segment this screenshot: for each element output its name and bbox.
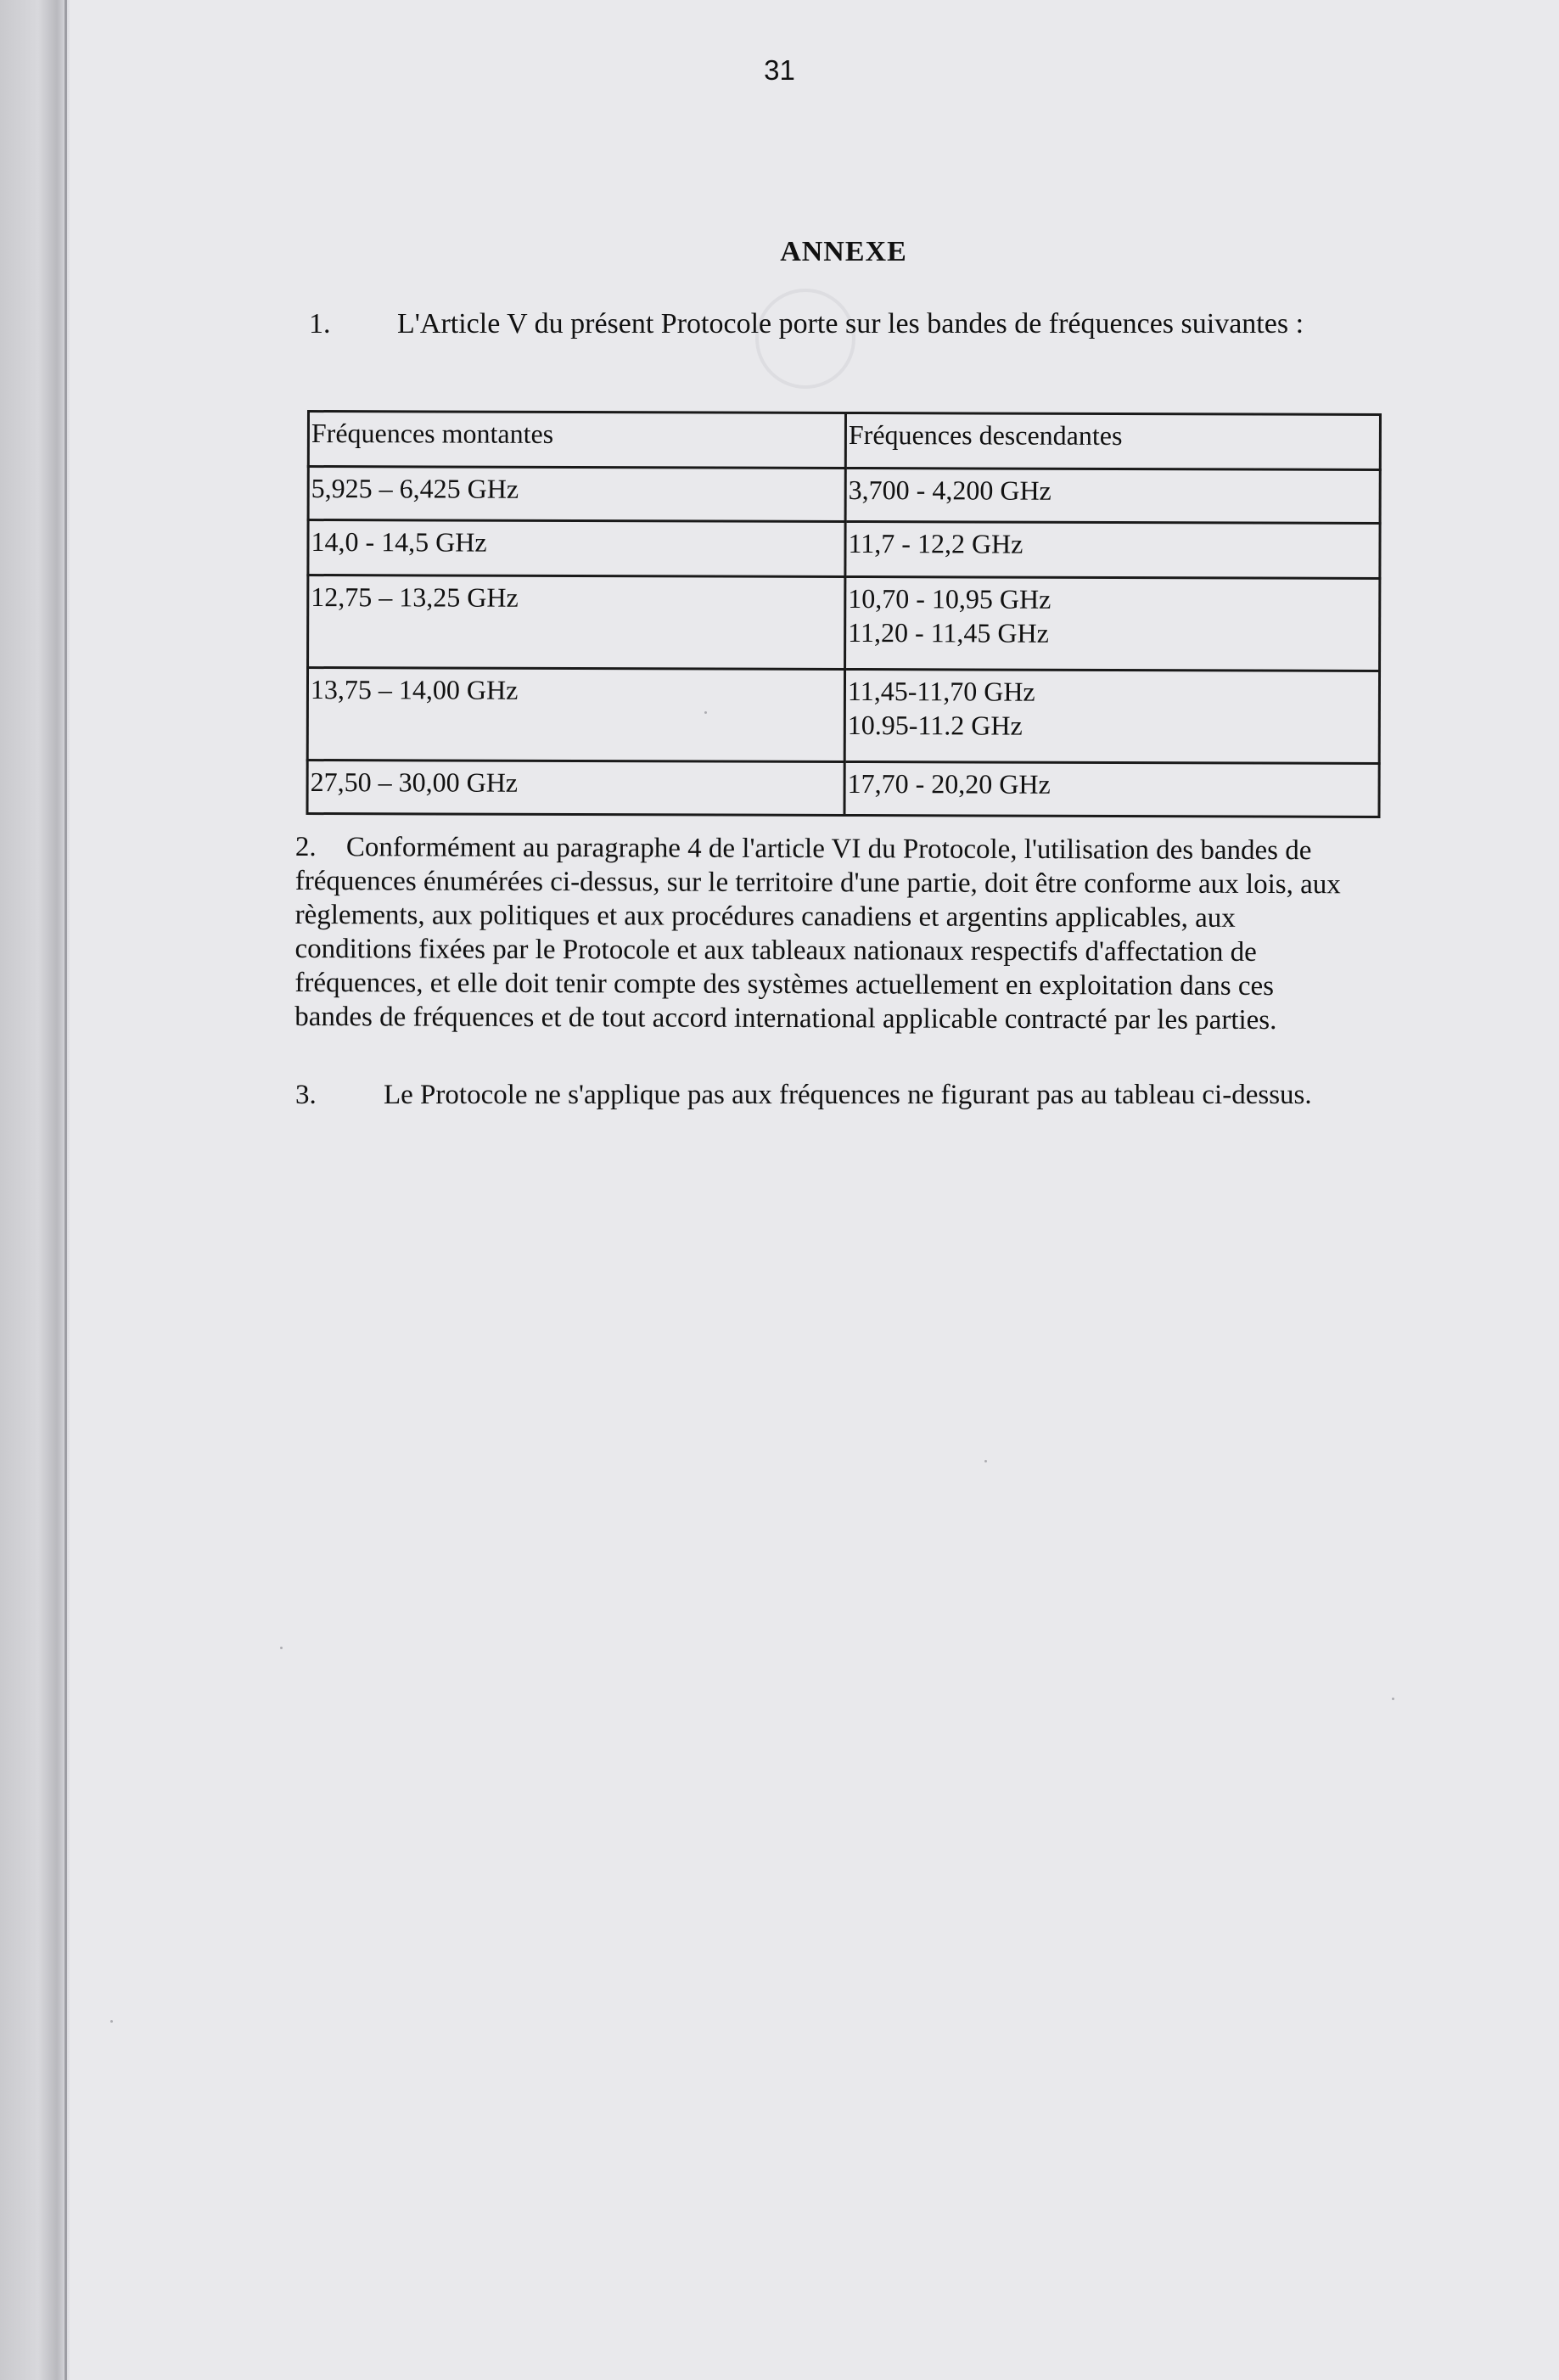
downlink-cell: [845, 521, 1380, 578]
table-row: [308, 520, 1380, 579]
scan-binding-edge: [0, 0, 70, 2380]
scan-speck: [984, 1460, 987, 1462]
downlink-cell: [844, 669, 1379, 763]
uplink-cell: 13,75 – 14,00 GHz: [307, 668, 844, 762]
paragraph-2: [294, 830, 1348, 1037]
paragraph-2-number: 2.: [294, 832, 317, 863]
paragraph-1-number: 1.: [309, 308, 331, 340]
uplink-cell: 12,75 – 13,25 GHz: [308, 575, 845, 670]
scan-speck: [280, 1647, 283, 1649]
table-row: [308, 467, 1380, 524]
table-row: [308, 575, 1380, 671]
paragraph-3-number: 3.: [295, 1080, 317, 1110]
table-header-row: [308, 412, 1380, 470]
downlink-value: 11,45-11,70 GHz: [847, 676, 1035, 707]
table-row: [307, 761, 1379, 817]
downlink-cell: [845, 468, 1380, 523]
downlink-value: 3,700 - 4,200 GHz: [848, 474, 1051, 506]
downlink-value: 10.95-11.2 GHz: [847, 710, 1023, 741]
downlink-cell: [844, 761, 1379, 817]
downlink-value: 10,70 - 10,95 GHz: [848, 583, 1051, 615]
header-downlink: Fréquences descendantes: [845, 413, 1380, 469]
annex-title: ANNEXE: [780, 236, 907, 267]
downlink-value: 11,20 - 11,45 GHz: [848, 617, 1049, 648]
scan-speck: [1392, 1698, 1394, 1700]
uplink-cell: 27,50 – 30,00 GHz: [307, 761, 844, 816]
paragraph-3-text: Le Protocole ne s'applique pas aux fréquences ne figurant pas au tableau ci-dessus.: [384, 1080, 1312, 1110]
paragraph-1-text: L'Article V du présent Protocole porte sur les bandes de fréquences suivantes :: [397, 308, 1304, 340]
uplink-cell: 14,0 - 14,5 GHz: [308, 520, 845, 577]
header-uplink: Fréquences montantes: [308, 412, 845, 469]
scan-speck: [110, 2020, 113, 2023]
binding-shadow-line: [64, 0, 67, 2380]
downlink-value: 11,7 - 12,2 GHz: [848, 528, 1023, 559]
paragraph-2-text: Conformément au paragraphe 4 de l'article VI du Protocole, l'utilisation des bandes de fréquences énumérées ci-dessus, sur le territoire d'une partie, doit être conforme aux lois, aux règlements, aux politiques et aux procédures canadiens et argentins applicables, aux conditions fixées par le Protocole et aux tableaux nationaux respectifs d'affectation de fréquences, et elle doit tenir compte des systèmes actuellement en exploitation dans ces bandes de fréquences et de tout accord international applicable contracté par les parties.: [294, 832, 1341, 1036]
downlink-value: 17,70 - 20,20 GHz: [847, 768, 1051, 800]
downlink-cell: [845, 576, 1380, 671]
scan-speck: [704, 711, 707, 714]
paragraph-1: [309, 308, 1304, 340]
page-number: 31: [764, 54, 795, 86]
table-row: [307, 668, 1379, 764]
paragraph-3: [295, 1078, 1348, 1112]
frequency-table: [306, 410, 1382, 818]
uplink-cell: 5,925 – 6,425 GHz: [308, 467, 845, 522]
